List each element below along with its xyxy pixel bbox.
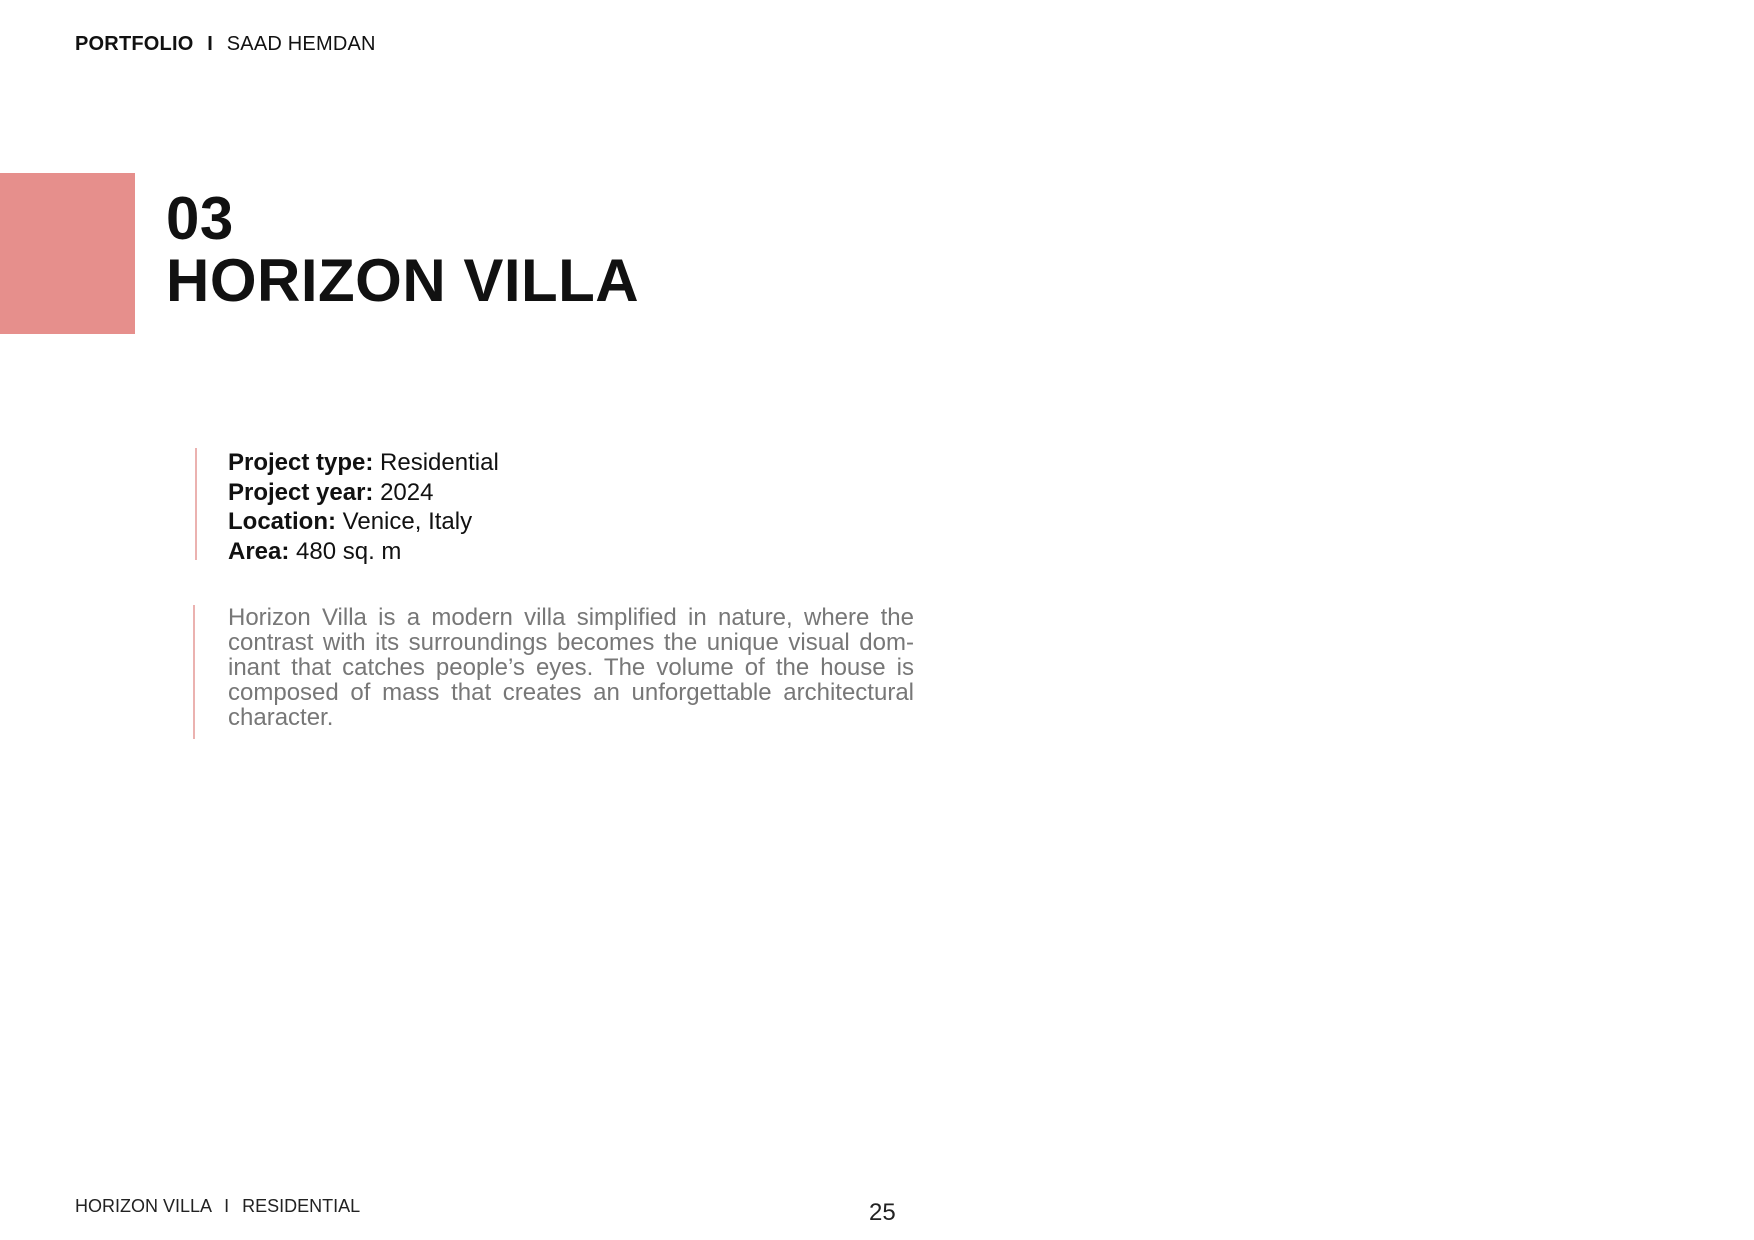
info-row-project-type: [228, 448, 499, 478]
info-value: 2024: [380, 478, 434, 506]
page-header: [75, 33, 376, 56]
footer-separator: I: [224, 1196, 230, 1216]
footer-project: HORIZON VILLA: [75, 1196, 212, 1216]
header-separator: I: [207, 33, 213, 55]
page-footer: [75, 1196, 360, 1217]
info-value: Venice, Italy: [342, 508, 473, 535]
info-label: Area:: [228, 537, 290, 565]
info-label: Project year:: [228, 478, 374, 506]
project-title: HORIZON VILLA: [166, 247, 640, 314]
project-title-block: [166, 185, 640, 314]
info-row-project-year: [228, 478, 499, 508]
info-value: 480 sq. m: [296, 537, 402, 565]
info-row-area: [228, 537, 499, 567]
project-info: [195, 448, 499, 565]
project-description: Horizon Villa is a modern villa simplified in nature, where the contrast with its surroundings becomes the unique visual dominant that catches people’s eyes. The volume of the house is composed of mass that creates an unforgettable architectural character.: [193, 605, 914, 739]
portfolio-label: PORTFOLIO: [75, 33, 194, 55]
page-number: 25: [869, 1199, 896, 1226]
accent-block: [0, 173, 135, 334]
author-name: SAAD HEMDAN: [226, 33, 376, 55]
info-label: Project type:: [228, 449, 374, 476]
info-value: Residential: [380, 449, 499, 476]
footer-category: RESIDENTIAL: [242, 1196, 361, 1216]
info-label: Location:: [228, 508, 336, 535]
info-row-location: [228, 507, 499, 537]
project-number: 03: [166, 185, 234, 252]
